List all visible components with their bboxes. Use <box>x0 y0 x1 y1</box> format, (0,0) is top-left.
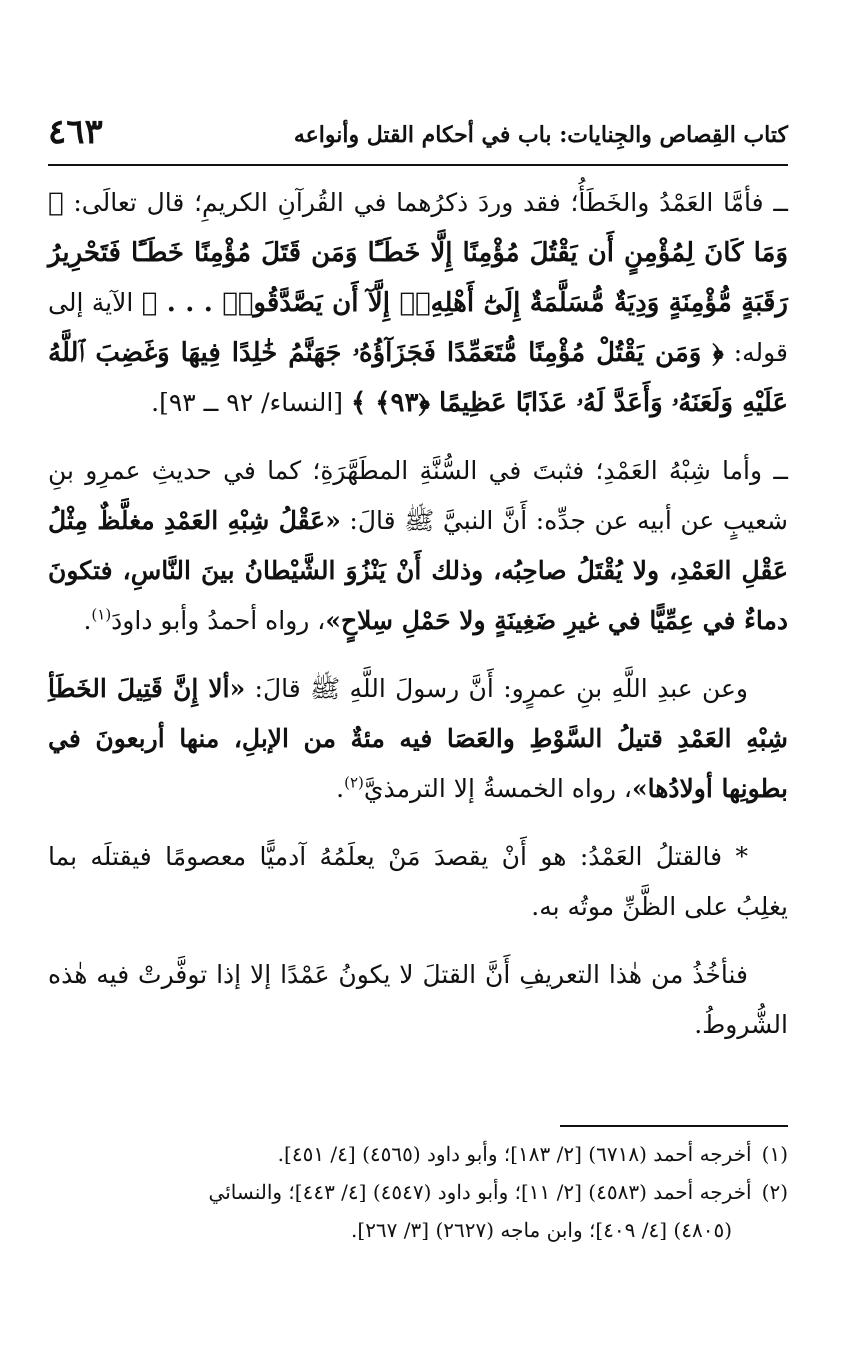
footnote-number: (١) <box>761 1142 788 1166</box>
paragraph-abdullah-hadith <box>48 664 788 814</box>
footnote-2 <box>48 1173 788 1211</box>
quran-verse-93: ﴿ وَمَن يَقْتُلْ مُؤْمِنًا مُّتَعَمِّدًا فَجَزَآؤُهُۥ جَهَنَّمُ خَٰلِدًا فِيهَا وَغَضِبَ ٱللَّهُ عَلَيْهِ وَلَعَنَهُۥ وَأَعَدَّ لَهُۥ عَذَابًا عَظِيمًا ﴿٩٣﴾ ﴾ <box>48 338 788 418</box>
verse-reference: [النساء/ ٩٢ ــ ٩٣]. <box>151 388 344 417</box>
main-text <box>48 178 788 1068</box>
hadith-source: ، رواه أحمدُ وأبو داودَ <box>111 606 326 635</box>
hadith-text: «عَقْلُ شِبْهِ العَمْدِ مغلَّظٌ مِثْلُ عَقْلِ العَمْدِ، ولا يُقْتَلُ صاحِبُه، وذلك أَنْ يَنْزُوَ الشَّيْطانُ بينَ النَّاسِ، فتكونَ دماءٌ في عِمِّيًّا في غيرِ ضَغِينَةٍ ولا حَمْلِ سِلاحٍ» <box>48 506 788 635</box>
footnote-1 <box>48 1135 788 1173</box>
footnote-2-continuation <box>48 1211 788 1249</box>
definition-text: هو أَنْ يقصدَ مَنْ يعلَمُهُ آدميًّا معصومًا فيقتلَه بما يغلِبُ على الظَّنِّ موتُه به. <box>48 842 788 921</box>
paragraph-quasi-intentional <box>48 446 788 646</box>
running-header <box>48 110 788 166</box>
footnote-number: (٢) <box>761 1180 788 1204</box>
footnote-text: (٤٨٠٥) [٤/ ٤٠٩]؛ وابن ماجه (٢٦٢٧) [٣/ ٢٦٧]. <box>351 1218 732 1242</box>
footnote-marker-1[interactable]: (١) <box>91 605 112 624</box>
verse-connector: الآية إلى قوله: <box>48 288 788 367</box>
hadith-text: «ألا إِنَّ قَتِيلَ الخَطَأِ شِبْهِ العَمْدِ قتيلُ السَّوْطِ والعَصَا فيه مئةٌ من الإبلِ، منها أربعونَ في بطونِها أولادُها» <box>48 674 788 803</box>
paragraph-conclusion <box>48 950 788 1050</box>
paragraph-intro: ــ فأمَّا العَمْدُ والخَطَأُ؛ فقد وردَ ذكرُهما في القُرآنِ الكريمِ؛ قال تعالَى: <box>73 188 788 217</box>
footnote-text: أخرجه أحمد (٤٥٨٣) [٢/ ١١]؛ وأبو داود (٤٥٤٧) [٤/ ٤٤٣]؛ والنسائي <box>208 1180 752 1204</box>
sentence-end: . <box>336 774 345 803</box>
paragraph-intro: ــ وأما شِبْهُ العَمْدِ؛ فثبتَ في السُّنَّةِ المطَهَّرَةِ؛ كما في حديثِ عمرِو بنِ شعيبٍ عن أبيه عن جدِّه: أَنَّ النبيَّ ﷺ قالَ: <box>48 456 789 535</box>
footnote-text: أخرجه أحمد (٦٧١٨) [٢/ ١٨٣]؛ وأبو داود (٤٥٦٥) [٤/ ٤٥١]. <box>277 1142 752 1166</box>
quran-verse-92: ﴿ وَمَا كَانَ لِمُؤْمِنٍ أَن يَقْتُلَ مُؤْمِنًا إِلَّا خَطَـًٔا وَمَن قَتَلَ مُؤْمِنًا خَطَـًٔا فَتَحْرِيرُ رَقَبَةٍ مُّؤْمِنَةٍ وَدِيَةٌ مُّسَلَّمَةٌ إِلَىٰٓ أَهْلِهِۦٓ إِلَّآ أَن يَصَّدَّقُوا۟ . . . ﴾ <box>48 188 788 318</box>
footnote-separator <box>560 1125 788 1127</box>
paragraph-definition <box>48 832 788 932</box>
footnote-marker-2[interactable]: (٢) <box>344 773 364 792</box>
paragraph-intentional-and-mistake <box>48 178 788 428</box>
conclusion-text: فنأخُذُ من هٰذا التعريفِ أَنَّ القتلَ لا يكونُ عَمْدًا إلا إذا توفَّرتْ فيه هٰذه الشُّروطُ. <box>48 960 788 1039</box>
sentence-end: . <box>83 606 92 635</box>
hadith-source: ، رواه الخمسةُ إلا الترمذيَّ <box>363 774 632 803</box>
defined-term: فالقتلُ العَمْدُ: <box>579 842 723 871</box>
footnotes <box>48 1135 788 1249</box>
paragraph-intro: وعن عبدِ اللَّهِ بنِ عمرٍو: أَنَّ رسولَ اللَّهِ ﷺ قالَ: <box>254 674 749 703</box>
star-bullet: * <box>735 842 748 871</box>
header-title: كتاب القِصاص والجِنايات: باب في أحكام القتل وأنواعه <box>293 122 788 148</box>
page-number: ٤٦٣ <box>48 112 103 152</box>
